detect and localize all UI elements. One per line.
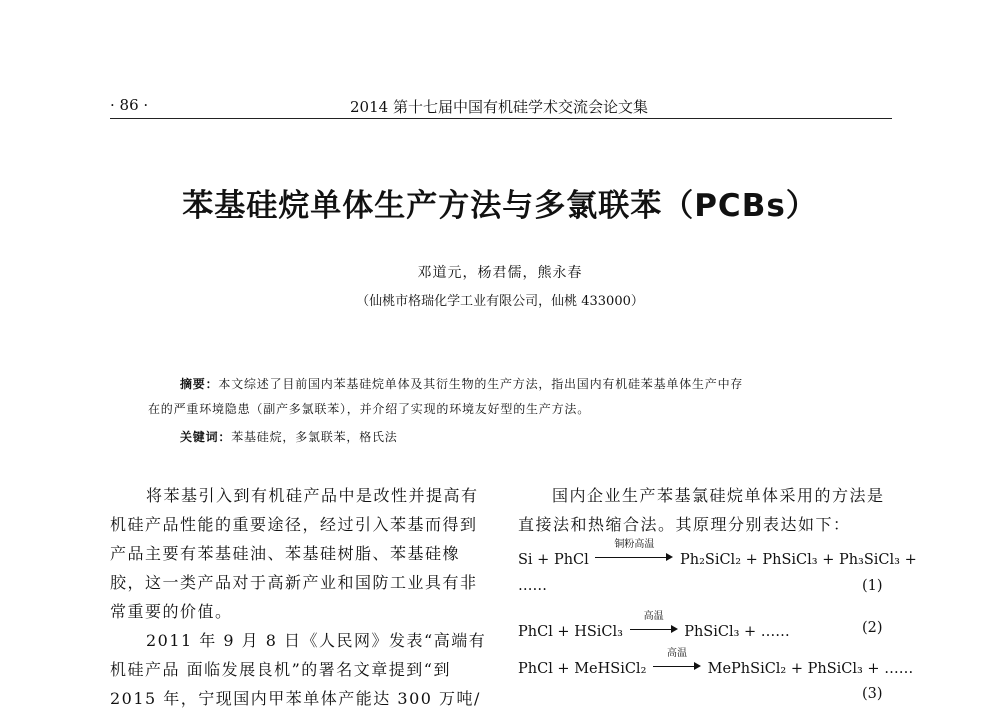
paper-title: 苯基硅烷单体生产方法与多氯联苯（PCBs） bbox=[182, 188, 818, 224]
left-line-6: 2011 年 9 月 8 日《人民网》发表“高端有 bbox=[146, 631, 487, 650]
eq1-arrow bbox=[595, 539, 673, 564]
eq2-condition: 高温 bbox=[643, 611, 664, 622]
left-line-1: 将苯基引入到有机硅产品中是改性并提高有 bbox=[146, 486, 479, 505]
authors: 邓道元，杨君儒，熊永春 bbox=[417, 265, 583, 281]
eq3-number: (3) bbox=[862, 686, 883, 702]
eq1-number: (1) bbox=[862, 578, 883, 594]
right-line-1: 国内企业生产苯基氯硅烷单体采用的方法是 bbox=[552, 486, 885, 505]
eq3-rhs: MePhSiCl₂ + PhSiCl₃ + …… bbox=[707, 661, 914, 677]
keywords-label: 关键词： bbox=[180, 430, 232, 444]
left-line-5: 常重要的价值。 bbox=[110, 602, 233, 621]
equation-2 bbox=[518, 611, 790, 640]
right-line-2: 直接法和热缩合法。其原理分别表达如下： bbox=[518, 515, 851, 534]
left-line-2: 机硅产品性能的重要途径，经过引入苯基而得到 bbox=[110, 515, 478, 534]
eq1-continuation: …… bbox=[518, 578, 547, 594]
left-line-8: 2015 年，宁现国内甲苯单体产能达 300 万吨/ bbox=[110, 689, 481, 708]
running-title: 2014 第十七届中国有机硅学术交流会论文集 bbox=[350, 98, 648, 116]
eq2-arrow bbox=[630, 611, 678, 636]
eq2-lhs: PhCl + HSiCl₃ bbox=[518, 624, 623, 640]
page-number: · 86 · bbox=[110, 96, 149, 114]
abstract-line-1 bbox=[180, 375, 743, 392]
left-line-7: 机硅产品 面临发展良机”的署名文章提到“到 bbox=[110, 660, 451, 679]
abstract-text-1: 本文综述了目前国内苯基硅烷单体及其衍生物的生产方法，指出国内有机硅苯基单体生产中存 bbox=[218, 377, 744, 391]
abstract-label: 摘要： bbox=[180, 377, 219, 391]
eq2-number: (2) bbox=[862, 620, 883, 636]
header-rule bbox=[110, 118, 892, 119]
keywords-text: 苯基硅烷，多氯联苯，格氏法 bbox=[231, 430, 398, 444]
keywords bbox=[180, 428, 398, 445]
eq2-rhs: PhSiCl₃ + …… bbox=[684, 624, 790, 640]
eq1-rhs: Ph₂SiCl₂ + PhSiCl₃ + Ph₃SiCl₃ + bbox=[679, 552, 917, 568]
equation-1 bbox=[518, 539, 917, 568]
left-line-4: 胶，这一类产品对于高新产业和国防工业具有非 bbox=[110, 573, 478, 592]
eq1-condition: 铜粉高温 bbox=[614, 539, 655, 550]
equation-3 bbox=[518, 648, 914, 677]
eq1-lhs: Si + PhCl bbox=[518, 552, 589, 568]
affiliation: （仙桃市格瑞化学工业有限公司，仙桃 433000） bbox=[356, 294, 644, 309]
eq3-condition: 高温 bbox=[667, 648, 687, 659]
left-line-3: 产品主要有苯基硅油、苯基硅树脂、苯基硅橡 bbox=[110, 544, 461, 563]
eq3-lhs: PhCl + MeHSiCl₂ bbox=[518, 661, 647, 677]
eq3-arrow bbox=[653, 648, 701, 673]
abstract-line-2: 在的严重环境隐患（副产多氯联苯），并介绍了实现的环境友好型的生产方法。 bbox=[148, 402, 591, 416]
